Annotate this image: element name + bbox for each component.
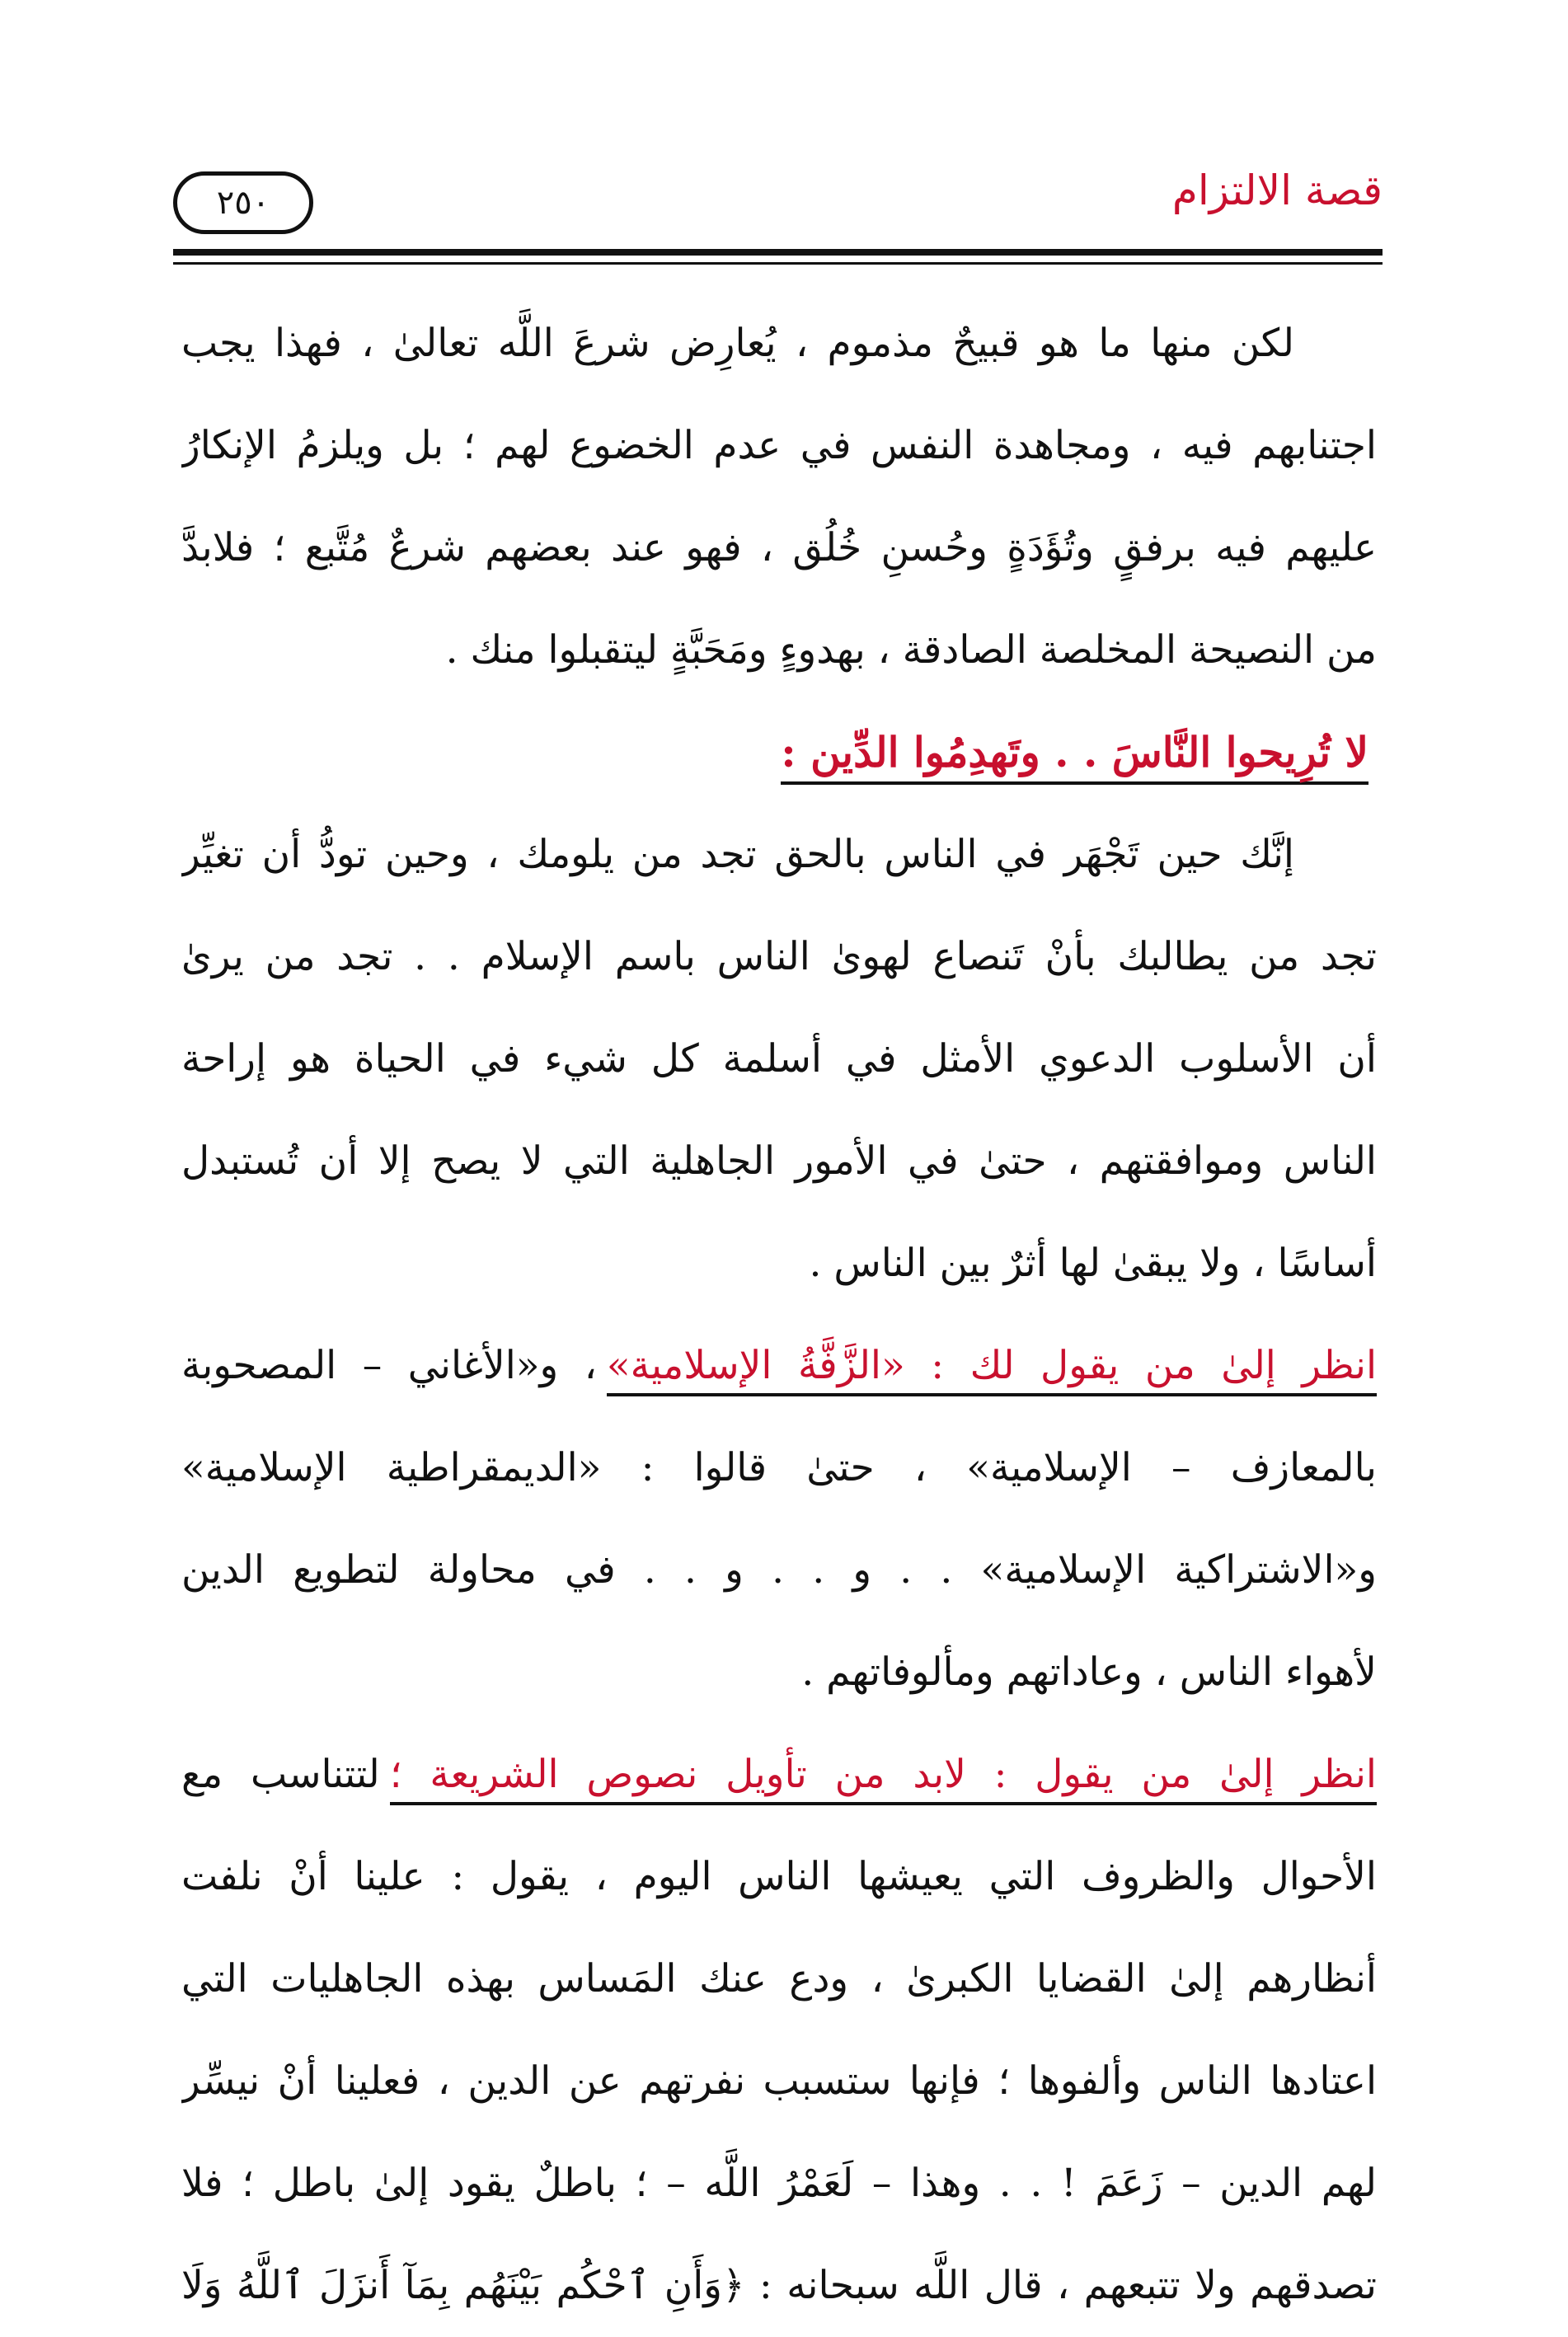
paragraph-line: بالمعازف – الإسلامية» ، حتىٰ قالوا : «الديمقراطية الإسلامية» xyxy=(181,1445,1377,1490)
highlighted-lead: انظر إلىٰ من يقول : لابد من تأويل نصوص الشريعة ؛ xyxy=(390,1752,1377,1805)
paragraph-line xyxy=(181,1724,1377,1826)
paragraph-1 xyxy=(181,293,1377,702)
paragraph-line xyxy=(181,1315,1377,1417)
paragraph-line: أنظارهم إلىٰ القضايا الكبرىٰ ، ودع عنك المَساس بهذه الجاهليات التي xyxy=(181,1956,1377,2001)
line-rest: ، و«الأغاني – المصحوبة xyxy=(181,1343,597,1388)
paragraph-line: اجتنابهم فيه ، ومجاهدة النفس في عدم الخضوع لهم ؛ بل ويلزمُ الإنكارُ xyxy=(181,423,1377,468)
paragraph-4 xyxy=(181,1724,1377,2337)
paragraph-line: أن الأسلوب الدعوي الأمثل في أسلمة كل شيء في الحياة هو إراحة xyxy=(181,1036,1377,1082)
page-number-badge xyxy=(173,171,313,234)
paragraph-line: الأحوال والظروف التي يعيشها الناس اليوم ، يقول : علينا أنْ نلفت xyxy=(181,1854,1377,1899)
line-rest: لتتناسب مع xyxy=(181,1752,380,1797)
paragraph-line: اعتادها الناس وألفوها ؛ فإنها ستسبب نفرتهم عن الدين ، فعلينا أنْ نيسِّر xyxy=(181,2058,1377,2104)
section-heading-text: لا تُرِيحوا النَّاسَ . . وتَهدِمُوا الدِّين : xyxy=(781,728,1368,785)
paragraph-line: لكن منها ما هو قبيحٌ مذموم ، يُعارِض شرعَ اللَّه تعالىٰ ، فهذا يجب xyxy=(181,321,1294,366)
paragraph-2 xyxy=(181,804,1377,1315)
paragraph-line: تصدقهم ولا تتبعهم ، قال اللَّه سبحانه : ﴿وَأَنِ ٱحْكُم بَيْنَهُم بِمَآ أَنزَلَ ٱللَّهُ وَلَا xyxy=(181,2263,1377,2308)
paragraph-line: عليهم فيه برفقٍ وتُؤَدَةٍ وحُسنِ خُلُق ، فهو عند بعضهم شرعٌ مُتَّبع ؛ فلابدَّ xyxy=(181,525,1377,570)
page-number: ٢٥٠ xyxy=(216,184,270,222)
paragraph-line: أساسًا ، ولا يبقىٰ لها أثرٌ بين الناس . xyxy=(809,1241,1377,1286)
paragraph-line: لهم الدين – زَعَمَ ! . . وهذا – لَعَمْرُ اللَّه – ؛ باطلٌ يقود إلىٰ باطل ؛ فلا xyxy=(181,2161,1377,2206)
page-header xyxy=(173,157,1383,247)
book-title: قصة الالتزام xyxy=(1171,167,1383,214)
paragraph-3 xyxy=(181,1315,1377,1724)
section-heading xyxy=(181,702,1377,804)
paragraph-line: تجد من يطالبك بأنْ تَنصاع لهوىٰ الناس باسم الإسلام . . تجد من يرىٰ xyxy=(181,934,1377,979)
header-rule-thin xyxy=(173,262,1383,265)
paragraph-line: من النصيحة المخلصة الصادقة ، بهدوءٍ ومَحَبَّةٍ ليتقبلوا منك . xyxy=(445,627,1377,673)
paragraph-line: لأهواء الناس ، وعاداتهم ومألوفاتهم . xyxy=(801,1650,1377,1695)
paragraph-line: إنَّك حين تَجْهَر في الناس بالحق تجد من يلومك ، وحين تودُّ أن تغيِّر xyxy=(181,832,1294,877)
page-body xyxy=(181,293,1377,2337)
highlighted-lead: انظر إلىٰ من يقول لك : «الزَّفَّةُ الإسلامية» xyxy=(607,1343,1377,1396)
header-rule-thick xyxy=(173,249,1383,256)
paragraph-line: الناس وموافقتهم ، حتىٰ في الأمور الجاهلية التي لا يصح إلا أن تُستبدل xyxy=(181,1138,1377,1184)
paragraph-line: و«الاشتراكية الإسلامية» . . و . . و . . في محاولة لتطويع الدين xyxy=(181,1547,1377,1593)
